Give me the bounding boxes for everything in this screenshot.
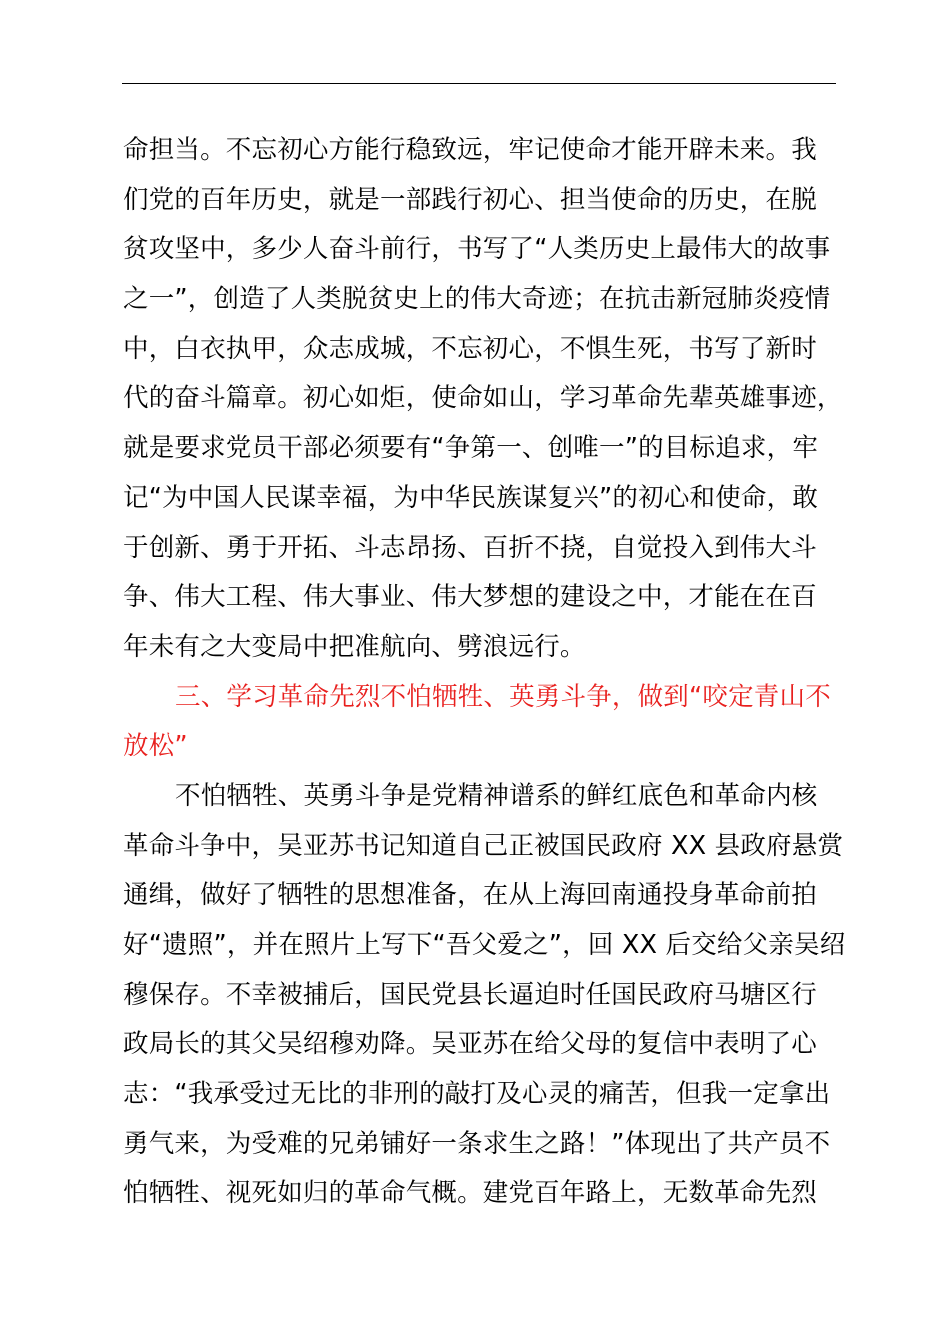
document-body xyxy=(123,126,863,1219)
text-line: 争、伟大工程、伟大事业、伟大梦想的建设之中，才能在在百 xyxy=(123,582,817,613)
text-line: 通缉，做好了牺牲的思想准备，在从上海回南通投身革命前拍 xyxy=(123,880,817,911)
text-line: 政局长的其父吴绍穆劝降。吴亚苏在给父母的复信中表明了心 xyxy=(123,1029,817,1060)
paragraph-1 xyxy=(123,126,863,673)
text-line: 志：“我承受过无比的非刑的敲打及心灵的痛苦，但我一定拿出 xyxy=(123,1079,831,1110)
section-heading xyxy=(123,673,863,772)
text-line: 勇气来，为受难的兄弟铺好一条求生之路！”体现出了共产员不 xyxy=(123,1128,831,1159)
paragraph-2 xyxy=(123,772,863,1219)
heading-line: 三、学习革命先烈不怕牺牲、英勇斗争，做到“咬定青山不 xyxy=(175,681,831,712)
heading-line: 放松” xyxy=(123,731,188,762)
text-line: 怕牺牲、视死如归的革命气概。建党百年路上，无数革命先烈 xyxy=(123,1178,817,1209)
text-line: 贫攻坚中，多少人奋斗前行，书写了“人类历史上最伟大的故事 xyxy=(123,234,831,265)
text-line: 命担当。不忘初心方能行稳致远，牢记使命才能开辟未来。我 xyxy=(123,135,817,165)
text-line: 革命斗争中，吴亚苏书记知道自己正被国民政府 XX 县政府悬赏 xyxy=(123,830,844,861)
text-line: 好“遗照”，并在照片上写下“吾父爱之”，回 XX 后交给父亲吴绍 xyxy=(123,930,846,960)
text-line: 于创新、勇于开拓、斗志昂扬、百折不挠，自觉投入到伟大斗 xyxy=(123,532,817,563)
text-line: 年未有之大变局中把准航向、劈浪远行。 xyxy=(123,631,586,662)
text-line: 代的奋斗篇章。初心如炬，使命如山，学习革命先辈英雄事迹， xyxy=(123,383,843,414)
text-line: 就是要求党员干部必须要有“争第一、创唯一”的目标追求，牢 xyxy=(123,433,819,464)
text-line: 穆保存。不幸被捕后，国民党县长逼迫时任国民政府马塘区行 xyxy=(123,979,817,1010)
text-line: 记“为中国人民谋幸福，为中华民族谋复兴”的初心和使命，敢 xyxy=(123,482,819,513)
text-line: 不怕牺牲、英勇斗争是党精神谱系的鲜红底色和革命内核 xyxy=(175,780,818,811)
header-rule xyxy=(122,83,836,84)
text-line: 中，白衣执甲，众志成城，不忘初心，不惧生死，书写了新时 xyxy=(123,333,817,364)
text-line: 们党的百年历史，就是一部践行初心、担当使命的历史，在脱 xyxy=(123,184,817,215)
text-line: 之一”，创造了人类脱贫史上的伟大奇迹；在抗击新冠肺炎疫情 xyxy=(123,284,831,315)
